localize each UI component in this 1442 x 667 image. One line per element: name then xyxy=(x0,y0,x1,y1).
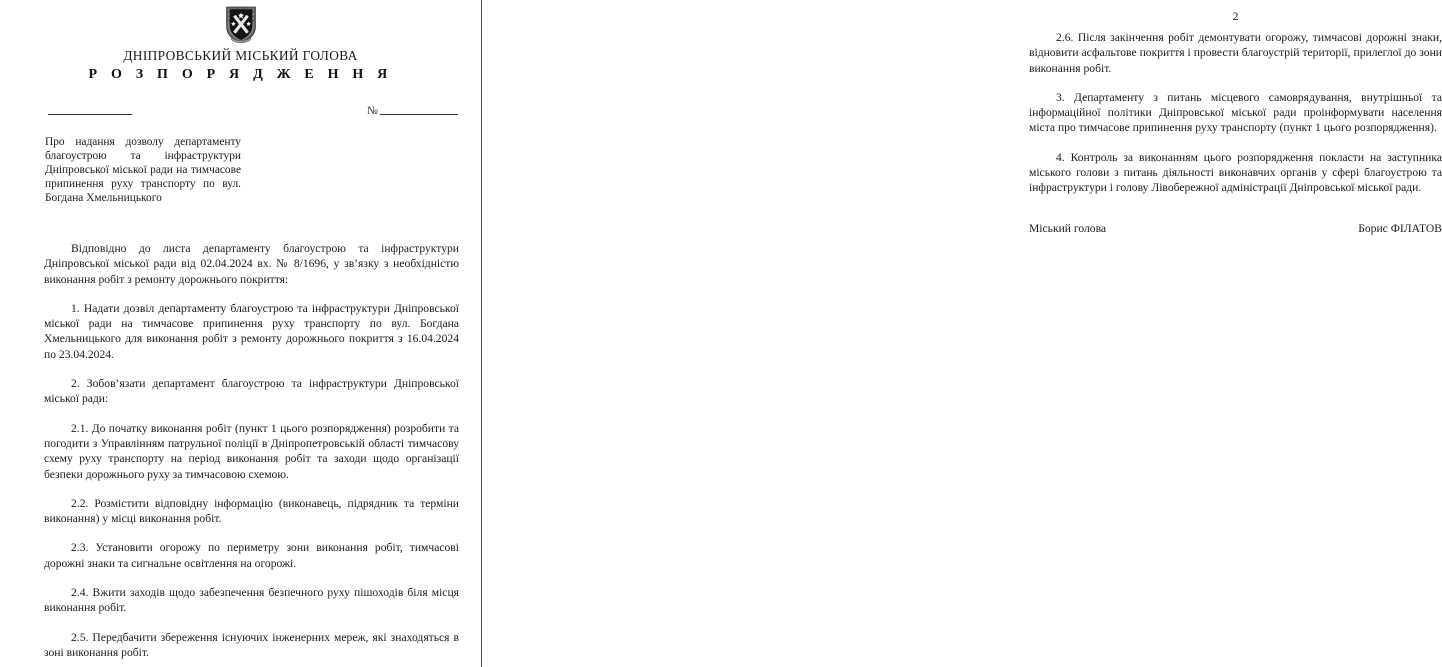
page-2-body xyxy=(1029,30,1442,196)
paragraph-item-2: 2. Зобов’язати департамент благоустрою та інфраструктури Дніпровської міської ради: xyxy=(44,377,459,406)
paragraph-item-4: 4. Контроль за виконанням цього розпорядження покласти на заступника міського голови з питань діяльності виконавчих органів у сфері благоустрою та інфраструктури і голову Лівобережної адміністрації Дніпровської міської ради. xyxy=(1029,150,1442,195)
organization-title: ДНІПРОВСЬКИЙ МІСЬКИЙ ГОЛОВА xyxy=(123,48,358,63)
number-blank-line[interactable] xyxy=(380,114,458,115)
paragraph-item-1: 1. Надати дозвіл департаменту благоустрою та інфраструктури Дніпровської міської ради на тимчасове припинення руху транспорту по вул. Богдана Хмельницького для виконання робіт з ремонту дорожнього покриття з 16.04.2024 по 23.04.2024. xyxy=(44,301,459,361)
document-page-1 xyxy=(0,0,481,667)
document-page-2 xyxy=(482,0,1442,667)
registration-line xyxy=(44,99,458,117)
page-number: 2 xyxy=(1232,10,1239,23)
letterhead xyxy=(0,0,481,82)
paragraph-item-2-5: 2.5. Передбачити збереження існуючих інженерних мереж, які знаходяться в зоні виконання робіт. xyxy=(44,630,459,659)
paragraph-item-2-3: 2.3. Установити огорожу по периметру зони виконання робіт, тимчасові дорожні знаки та сигнальне освітлення на огорожі. xyxy=(44,541,459,570)
document-subject: Про надання дозволу департаменту благоустрою та інфраструктури Дніпровської міської ради на тимчасове припинення руху транспорту по вул. Богдана Хмельницького xyxy=(45,136,241,205)
document-kind-title: Р О З П О Р Я Д Ж Е Н Н Я xyxy=(88,66,393,82)
page-1-body xyxy=(44,241,459,660)
signature-block xyxy=(1029,222,1442,235)
number-sign-label: № xyxy=(367,104,378,117)
paragraph-item-3: 3. Департаменту з питань місцевого самоврядування, внутрішньої та інформаційної політики Дніпровської міської ради проінформувати населення міста про тимчасове припинення руху транспорту (пункт 1 цього розпорядження). xyxy=(1029,90,1442,135)
paragraph-item-2-1: 2.1. До початку виконання робіт (пункт 1 цього розпорядження) розробити та погодити з Управлінням патрульної поліції в Дніпропетровській області тимчасову схему руху транспорту на період виконання робіт та заходи щодо організації безпеки дорожнього руху за тимчасовою схемою. xyxy=(44,421,459,481)
paragraph-item-2-4: 2.4. Вжити заходів щодо забезпечення безпечного руху пішоходів біля місця виконання робіт. xyxy=(44,586,459,615)
paragraph-item-2-6: 2.6. Після закінчення робіт демонтувати огорожу, тимчасові дорожні знаки, відновити асфальтове покриття і провести благоустрій території, прилеглої до зони виконання робіт. xyxy=(1029,31,1442,75)
paragraph-item-2-2: 2.2. Розмістити відповідну інформацію (виконавець, підрядник та терміни виконання) у місці виконання робіт. xyxy=(44,496,459,526)
signatory-role: Міський голова xyxy=(1029,222,1107,235)
signatory-name: Борис ФІЛАТОВ xyxy=(1358,222,1442,235)
paragraph-preamble: Відповідно до листа департаменту благоустрою та інфраструктури Дніпровської міської ради від 02.04.2024 вх. № 8/1696, у зв’язку з необхідністю виконання робіт з ремонту дорожнього покриття: xyxy=(44,242,459,286)
date-blank-line[interactable] xyxy=(48,114,132,115)
dnipro-coat-of-arms-icon xyxy=(221,3,261,43)
